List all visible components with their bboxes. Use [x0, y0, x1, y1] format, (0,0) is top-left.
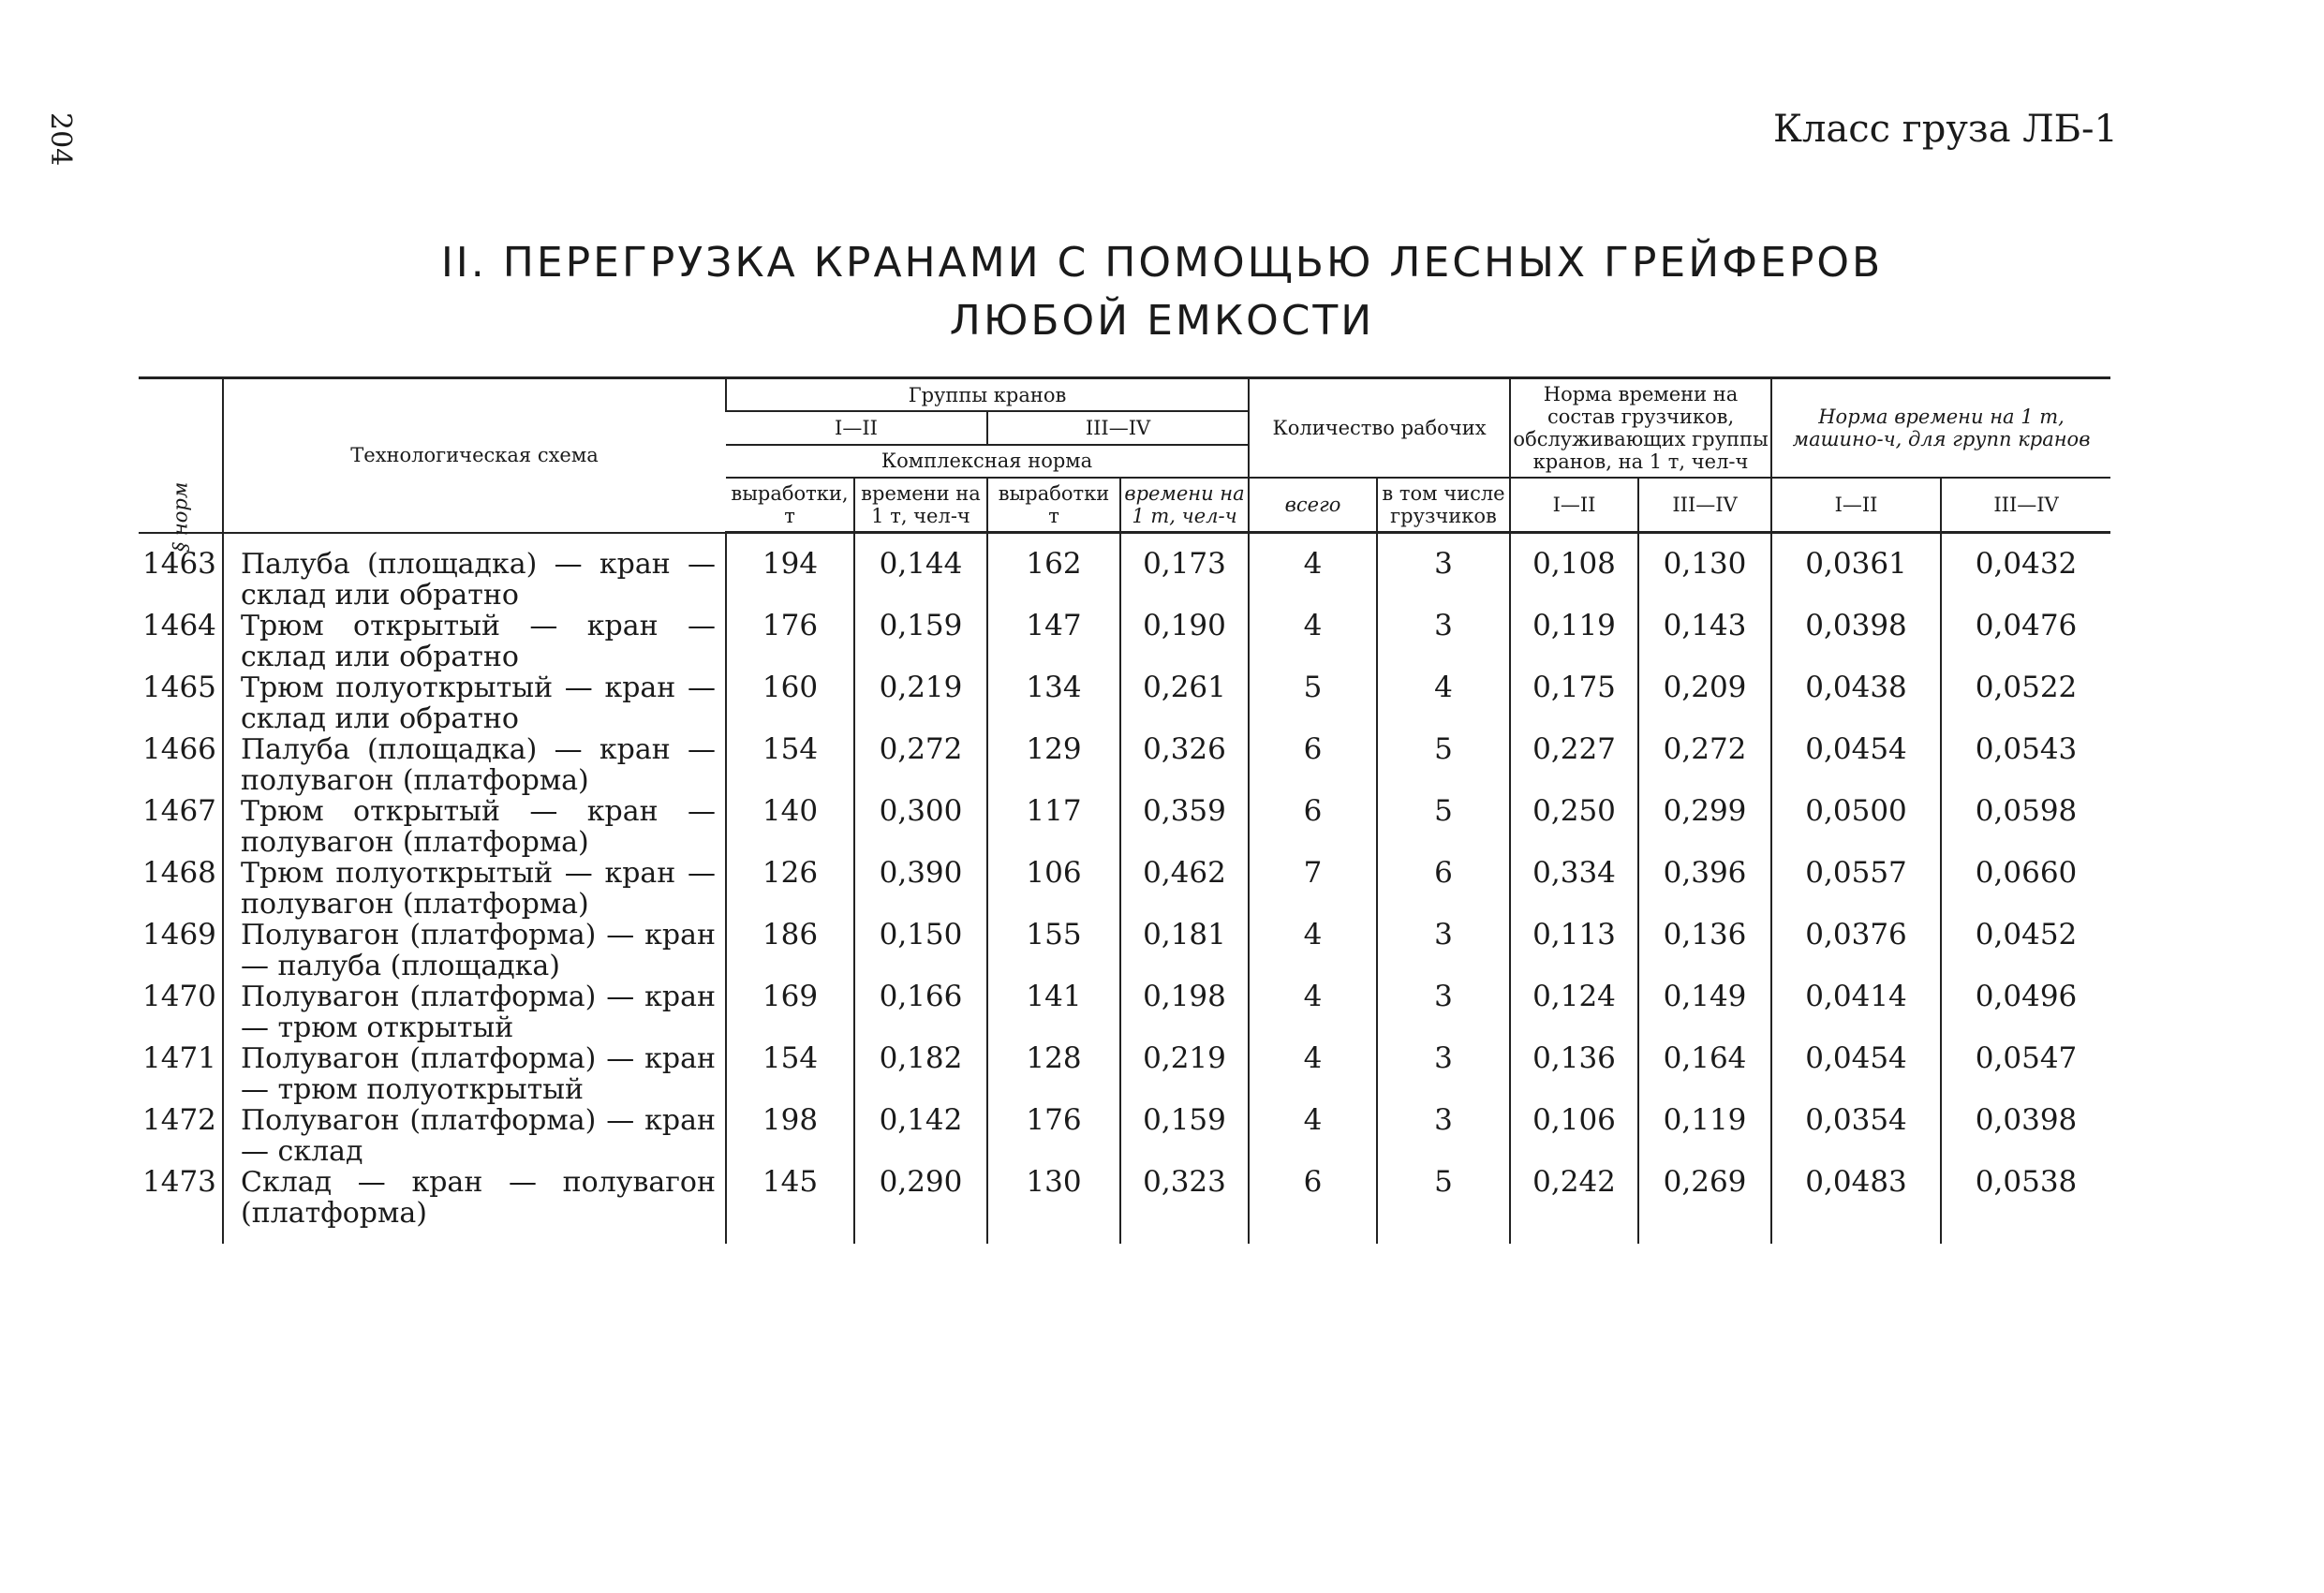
loaders-norm-1-2: 0,108	[1510, 533, 1638, 612]
table-body	[139, 533, 2110, 1245]
loaders-norm-1-2: 0,250	[1510, 796, 1638, 858]
output-1-2: 198	[726, 1105, 854, 1167]
table-row	[139, 672, 2110, 734]
loaders-norm-3-4: 0,396	[1638, 858, 1771, 920]
machine-norm-3-4: 0,0432	[1941, 533, 2110, 612]
output-1-2: 186	[726, 920, 854, 981]
scheme-cell: Полувагон (платформа) — кран — палуба (площадка)	[223, 920, 726, 981]
output-3-4: 155	[987, 920, 1120, 981]
workers-total: 4	[1249, 533, 1377, 612]
output-3-4: 130	[987, 1167, 1120, 1244]
output-3-4: 141	[987, 981, 1120, 1043]
workers-total: 4	[1249, 1105, 1377, 1167]
loaders-norm-1-2: 0,227	[1510, 734, 1638, 796]
workers-loaders: 5	[1377, 796, 1510, 858]
machine-1-2-header: I—II	[1771, 478, 1941, 533]
scheme-cell: Трюм полуоткрытый — кран — склад или обратно	[223, 672, 726, 734]
time-1-2: 0,142	[854, 1105, 987, 1167]
workers-loaders: 5	[1377, 1167, 1510, 1244]
table-row	[139, 981, 2110, 1043]
time-1-2: 0,390	[854, 858, 987, 920]
scheme-cell: Полувагон (платформа) — кран — склад	[223, 1105, 726, 1167]
machine-norm-3-4: 0,0452	[1941, 920, 2110, 981]
section-title-line-2: ЛЮБОЙ ЕМКОСТИ	[949, 297, 1375, 345]
loaders-norm-3-4: 0,164	[1638, 1043, 1771, 1105]
output-1-2: 154	[726, 734, 854, 796]
output-1-2: 169	[726, 981, 854, 1043]
machine-norm-1-2: 0,0361	[1771, 533, 1941, 612]
machine-norm-1-2: 0,0438	[1771, 672, 1941, 734]
norm-number-header: § норм	[139, 378, 223, 533]
loaders-norm-3-4: 0,269	[1638, 1167, 1771, 1244]
output-1-2: 160	[726, 672, 854, 734]
machine-norm-3-4: 0,0598	[1941, 796, 2110, 858]
norms-table	[139, 376, 2110, 1244]
loaders-norm-3-4: 0,119	[1638, 1105, 1771, 1167]
loaders-norm-3-4: 0,272	[1638, 734, 1771, 796]
table-row	[139, 1167, 2110, 1244]
time-1-2: 0,219	[854, 672, 987, 734]
scheme-cell: Палуба (площадка) — кран — склад или обратно	[223, 533, 726, 612]
norm-number: 1473	[142, 1165, 216, 1199]
table-row	[139, 611, 2110, 672]
workers-total: 4	[1249, 611, 1377, 672]
output-3-4: 129	[987, 734, 1120, 796]
output-header-1: выработки, т	[726, 478, 854, 533]
workers-loaders: 3	[1377, 981, 1510, 1043]
table-row	[139, 796, 2110, 858]
machine-norm-3-4: 0,0547	[1941, 1043, 2110, 1105]
table-row	[139, 858, 2110, 920]
machine-norm-3-4: 0,0476	[1941, 611, 2110, 672]
output-3-4: 176	[987, 1105, 1120, 1167]
loaders-norm-1-2: 0,113	[1510, 920, 1638, 981]
scheme-cell: Палуба (площадка) — кран — полувагон (платформа)	[223, 734, 726, 796]
scheme-cell: Трюм открытый — кран — склад или обратно	[223, 611, 726, 672]
time-3-4: 0,190	[1120, 611, 1249, 672]
norm-number: 1466	[142, 732, 216, 766]
machine-norm-3-4: 0,0398	[1941, 1105, 2110, 1167]
norm-number: 1464	[142, 609, 216, 642]
group-3-4-header: III—IV	[987, 411, 1249, 444]
time-1-2: 0,182	[854, 1043, 987, 1105]
output-3-4: 134	[987, 672, 1120, 734]
machine-norm-1-2: 0,0376	[1771, 920, 1941, 981]
machine-norm-3-4: 0,0496	[1941, 981, 2110, 1043]
table-header	[139, 378, 2110, 552]
time-1-2: 0,159	[854, 611, 987, 672]
machine-norm-3-4: 0,0543	[1941, 734, 2110, 796]
time-3-4: 0,173	[1120, 533, 1249, 612]
norm-number: 1463	[142, 546, 216, 581]
workers-total: 7	[1249, 858, 1377, 920]
machine-norm-1-2: 0,0454	[1771, 1043, 1941, 1105]
machine-norm-3-4: 0,0660	[1941, 858, 2110, 920]
table-row	[139, 920, 2110, 981]
table-row	[139, 734, 2110, 796]
workers-loaders: 4	[1377, 672, 1510, 734]
machine-norm-1-2: 0,0354	[1771, 1105, 1941, 1167]
scheme-cell: Полувагон (платформа) — кран — трюм полуоткрытый	[223, 1043, 726, 1105]
machine-norm-header: Норма времени на 1 т, машино-ч, для групп кранов	[1771, 378, 2110, 479]
section-title	[0, 234, 2324, 350]
loaders-norm-3-4: 0,143	[1638, 611, 1771, 672]
workers-loaders: 3	[1377, 1105, 1510, 1167]
machine-norm-1-2: 0,0557	[1771, 858, 1941, 920]
loaders-3-4-header: III—IV	[1638, 478, 1771, 533]
workers-total: 6	[1249, 1167, 1377, 1244]
cargo-class-label: Класс груза ЛБ-1	[1773, 108, 2118, 151]
machine-norm-1-2: 0,0454	[1771, 734, 1941, 796]
time-3-4: 0,326	[1120, 734, 1249, 796]
norm-number: 1471	[142, 1041, 216, 1075]
workers-total: 4	[1249, 920, 1377, 981]
scheme-cell: Трюм полуоткрытый — кран — полувагон (платформа)	[223, 858, 726, 920]
scheme-cell: Полувагон (платформа) — кран — трюм открытый	[223, 981, 726, 1043]
loaders-norm-3-4: 0,136	[1638, 920, 1771, 981]
workers-total: 6	[1249, 734, 1377, 796]
table-row	[139, 1105, 2110, 1167]
machine-norm-1-2: 0,0414	[1771, 981, 1941, 1043]
complex-norm-header: Комплексная норма	[726, 445, 1249, 478]
loaders-norm-header: Норма времени на состав грузчиков, обслуживающих группы кранов, на 1 т, чел-ч	[1510, 378, 1771, 479]
machine-norm-1-2: 0,0483	[1771, 1167, 1941, 1244]
machine-norm-3-4: 0,0522	[1941, 672, 2110, 734]
workers-total: 4	[1249, 981, 1377, 1043]
norm-number: 1470	[142, 980, 216, 1013]
time-1-2: 0,272	[854, 734, 987, 796]
workers-loaders-header: в том числе грузчиков	[1377, 478, 1510, 533]
time-3-4: 0,219	[1120, 1043, 1249, 1105]
loaders-norm-1-2: 0,124	[1510, 981, 1638, 1043]
workers-total: 4	[1249, 1043, 1377, 1105]
machine-norm-1-2: 0,0500	[1771, 796, 1941, 858]
output-1-2: 140	[726, 796, 854, 858]
norm-number: 1468	[142, 856, 216, 890]
loaders-norm-1-2: 0,119	[1510, 611, 1638, 672]
time-3-4: 0,159	[1120, 1105, 1249, 1167]
output-header-2: выработки т	[987, 478, 1120, 533]
output-1-2: 154	[726, 1043, 854, 1105]
workers-loaders: 3	[1377, 533, 1510, 612]
time-1-2: 0,144	[854, 533, 987, 612]
workers-total-header: всего	[1249, 478, 1377, 533]
loaders-norm-1-2: 0,175	[1510, 672, 1638, 734]
output-3-4: 128	[987, 1043, 1120, 1105]
group-1-2-header: I—II	[726, 411, 987, 444]
loaders-1-2-header: I—II	[1510, 478, 1638, 533]
table-row	[139, 1043, 2110, 1105]
time-3-4: 0,462	[1120, 858, 1249, 920]
loaders-norm-1-2: 0,106	[1510, 1105, 1638, 1167]
output-1-2: 176	[726, 611, 854, 672]
output-3-4: 147	[987, 611, 1120, 672]
loaders-norm-3-4: 0,130	[1638, 533, 1771, 612]
workers-loaders: 5	[1377, 734, 1510, 796]
time-1-2: 0,150	[854, 920, 987, 981]
time-3-4: 0,261	[1120, 672, 1249, 734]
norm-number: 1472	[142, 1103, 216, 1137]
page-number: 204	[44, 112, 77, 167]
time-header-1: времени на 1 т, чел-ч	[854, 478, 987, 533]
workers-loaders: 3	[1377, 920, 1510, 981]
output-1-2: 126	[726, 858, 854, 920]
output-1-2: 194	[726, 533, 854, 612]
workers-loaders: 3	[1377, 611, 1510, 672]
machine-3-4-header: III—IV	[1941, 478, 2110, 533]
time-1-2: 0,166	[854, 981, 987, 1043]
machine-norm-3-4: 0,0538	[1941, 1167, 2110, 1244]
section-title-line-1: II. ПЕРЕГРУЗКА КРАНАМИ С ПОМОЩЬЮ ЛЕСНЫХ ГРЕЙФЕРОВ	[440, 239, 1884, 287]
loaders-norm-3-4: 0,149	[1638, 981, 1771, 1043]
time-3-4: 0,323	[1120, 1167, 1249, 1244]
time-1-2: 0,290	[854, 1167, 987, 1244]
output-3-4: 117	[987, 796, 1120, 858]
loaders-norm-3-4: 0,209	[1638, 672, 1771, 734]
machine-norm-1-2: 0,0398	[1771, 611, 1941, 672]
output-3-4: 106	[987, 858, 1120, 920]
norm-number: 1469	[142, 918, 216, 951]
loaders-norm-1-2: 0,136	[1510, 1043, 1638, 1105]
time-header-2: времени на 1 т, чел-ч	[1120, 478, 1249, 533]
time-3-4: 0,359	[1120, 796, 1249, 858]
output-1-2: 145	[726, 1167, 854, 1244]
scheme-cell: Трюм открытый — кран — полувагон (платформа)	[223, 796, 726, 858]
norm-number: 1465	[142, 671, 216, 704]
time-1-2: 0,300	[854, 796, 987, 858]
loaders-norm-1-2: 0,242	[1510, 1167, 1638, 1244]
workers-count-header: Количество рабочих	[1249, 378, 1510, 479]
norm-number: 1467	[142, 794, 216, 828]
loaders-norm-1-2: 0,334	[1510, 858, 1638, 920]
crane-groups-header: Группы кранов	[726, 378, 1249, 412]
workers-total: 5	[1249, 672, 1377, 734]
time-3-4: 0,181	[1120, 920, 1249, 981]
workers-loaders: 3	[1377, 1043, 1510, 1105]
table-row	[139, 533, 2110, 612]
loaders-norm-3-4: 0,299	[1638, 796, 1771, 858]
scheme-cell: Склад — кран — полувагон (платформа)	[223, 1167, 726, 1244]
workers-loaders: 6	[1377, 858, 1510, 920]
output-3-4: 162	[987, 533, 1120, 612]
scheme-header: Технологическая схема	[223, 378, 726, 533]
workers-total: 6	[1249, 796, 1377, 858]
time-3-4: 0,198	[1120, 981, 1249, 1043]
